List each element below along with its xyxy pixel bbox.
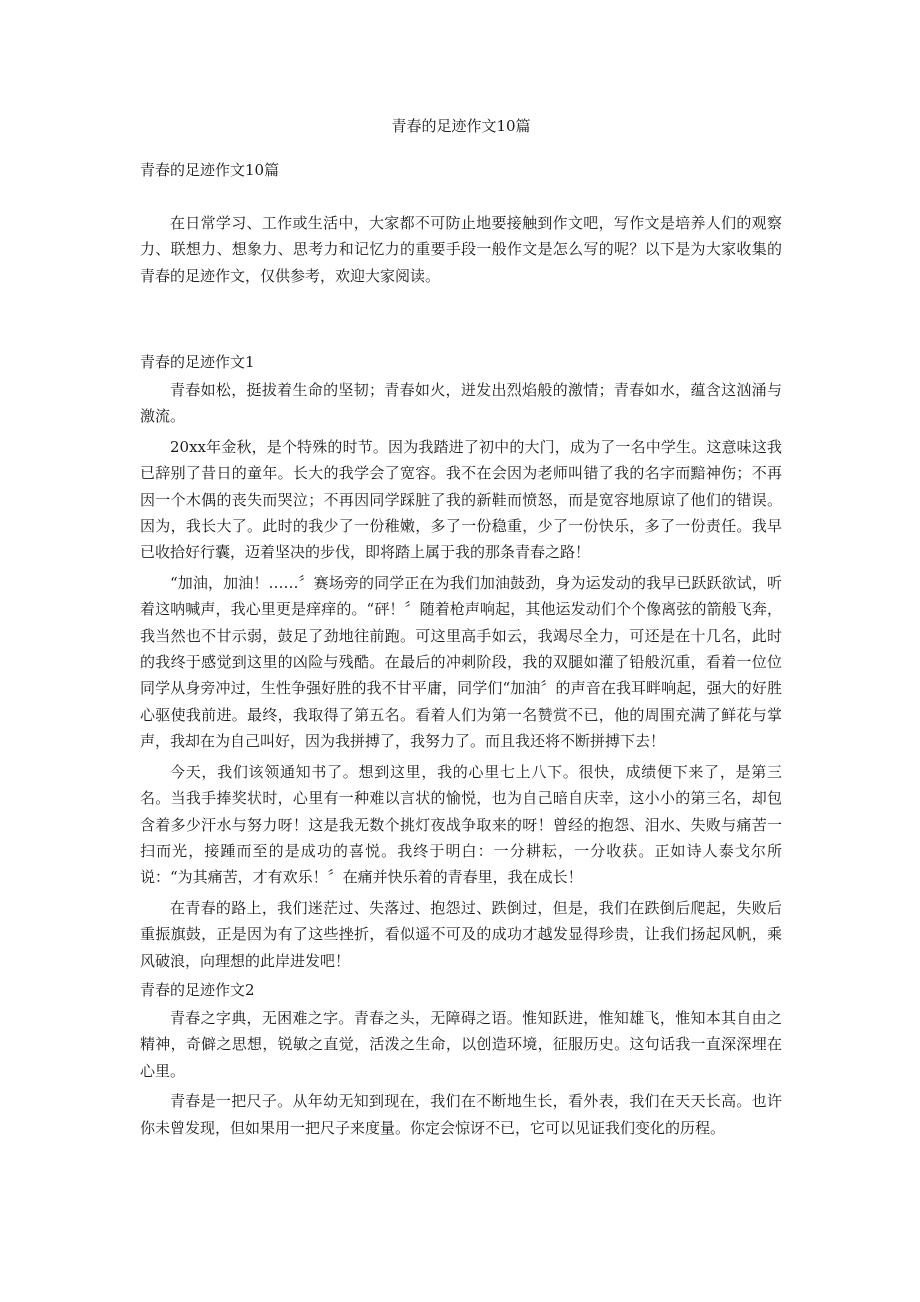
- essay-body: [140, 350, 782, 1145]
- essay-1-paragraph-5: 在青春的路上，我们迷茫过、失落过、抱怨过、跌倒过，但是，我们在跌倒后爬起，失败后重振旗鼓，正是因为有了这些挫折，看似遥不可及的成功才越发显得珍贵，让我们扬起风帆，乘风破浪，向理想的此岸进发吧！: [140, 898, 782, 970]
- document-subtitle: 青春的足迹作文10篇: [140, 161, 280, 179]
- intro-section: [140, 210, 782, 293]
- essay-1-paragraph-3: “加油，加油！……〞赛场旁的同学正在为我们加油鼓劲，身为运发动的我早已跃跃欲试，听着这呐喊声，我心里更是痒痒的。“砰！〞随着枪声响起，其他运发动们个个像离弦的箭般飞奔，我当然也不甘示弱，鼓足了劲地往前跑。可这里高手如云，我竭尽全力，可还是在十几名，此时的我终于感觉到这里的凶险与残酷。在最后的冲刺阶段，我的双腿如灌了铅般沉重，看着一位位同学从身旁冲过，生性争强好胜的我不甘平庸，同学们“加油〞的声音在我耳畔响起，强大的好胜心驱使我前进。最终，我取得了第五名。看着人们为第一名赞赏不已，他的周围充满了鲜花与掌声，我却在为自己叫好，因为我拼搏了，我努力了。而且我还将不断拼搏下去！: [140, 573, 782, 751]
- essay-2-heading: 青春的足迹作文2: [140, 980, 255, 999]
- essay-1-paragraph-1: 青春如松，挺拔着生命的坚韧；青春如火，迸发出烈焰般的激情；青春如水，蕴含这汹涌与激流。: [140, 381, 782, 426]
- essay-1-heading: 青春的足迹作文1: [140, 353, 255, 371]
- essay-1-paragraph-2: 20xx年金秋，是个特殊的时节。因为我踏进了初中的大门，成为了一名中学生。这意味这我已辞别了昔日的童年。长大的我学会了宽容。我不在会因为老师叫错了我的名字而黯神伤；不再因一个木偶的丧失而哭泣；不再因同学踩脏了我的新鞋而愤怒，而是宽容地原谅了他们的错误。因为，我长大了。此时的我少了一份稚嫩，多了一份稳重，少了一份快乐，多了一份责任。我早已收拾好行囊，迈着坚决的步伐，即将踏上属于我的那条青春之路！: [140, 437, 782, 562]
- essay-1-paragraph-4: 今天，我们该领通知书了。想到这里，我的心里七上八下。很快，成绩便下来了，是第三名。当我手捧奖状时，心里有一种难以言状的愉悦，也为自己暗自庆幸，这小小的第三名，却包含着多少汗水与努力呀！这是我无数个挑灯夜战争取来的呀！曾经的抱怨、泪水、失败与痛苦一扫而光，接踵而至的是成功的喜悦。我终于明白：一分耕耘，一分收获。正如诗人泰戈尔所说：“为其痛苦，才有欢乐！〞在痛并快乐着的青春里，我在成长！: [140, 762, 782, 887]
- essay-2-paragraph-2: 青春是一把尺子。从年幼无知到现在，我们在不断地生长，看外表，我们在天天长高。也许你未曾发现，但如果用一把尺子来度量。你定会惊讶不已，它可以见证我们变化的历程。: [140, 1092, 782, 1137]
- essay-2-paragraph-1: 青春之字典，无困难之字。青春之头，无障碍之语。惟知跃进，惟知雄飞，惟知本其自由之精神，奇僻之思想，锐敏之直觉，活泼之生命，以创造环境，征服历史。这句话我一直深深埋在心里。: [140, 1008, 782, 1080]
- document-title: 青春的足迹作文10篇: [391, 117, 531, 135]
- intro-paragraph: 在日常学习、工作或生活中，大家都不可防止地要接触到作文吧，写作文是培养人们的观察力、联想力、想象力、思考力和记忆力的重要手段一般作文是怎么写的呢？以下是为大家收集的青春的足迹作文，仅供参考，欢迎大家阅读。: [140, 214, 782, 285]
